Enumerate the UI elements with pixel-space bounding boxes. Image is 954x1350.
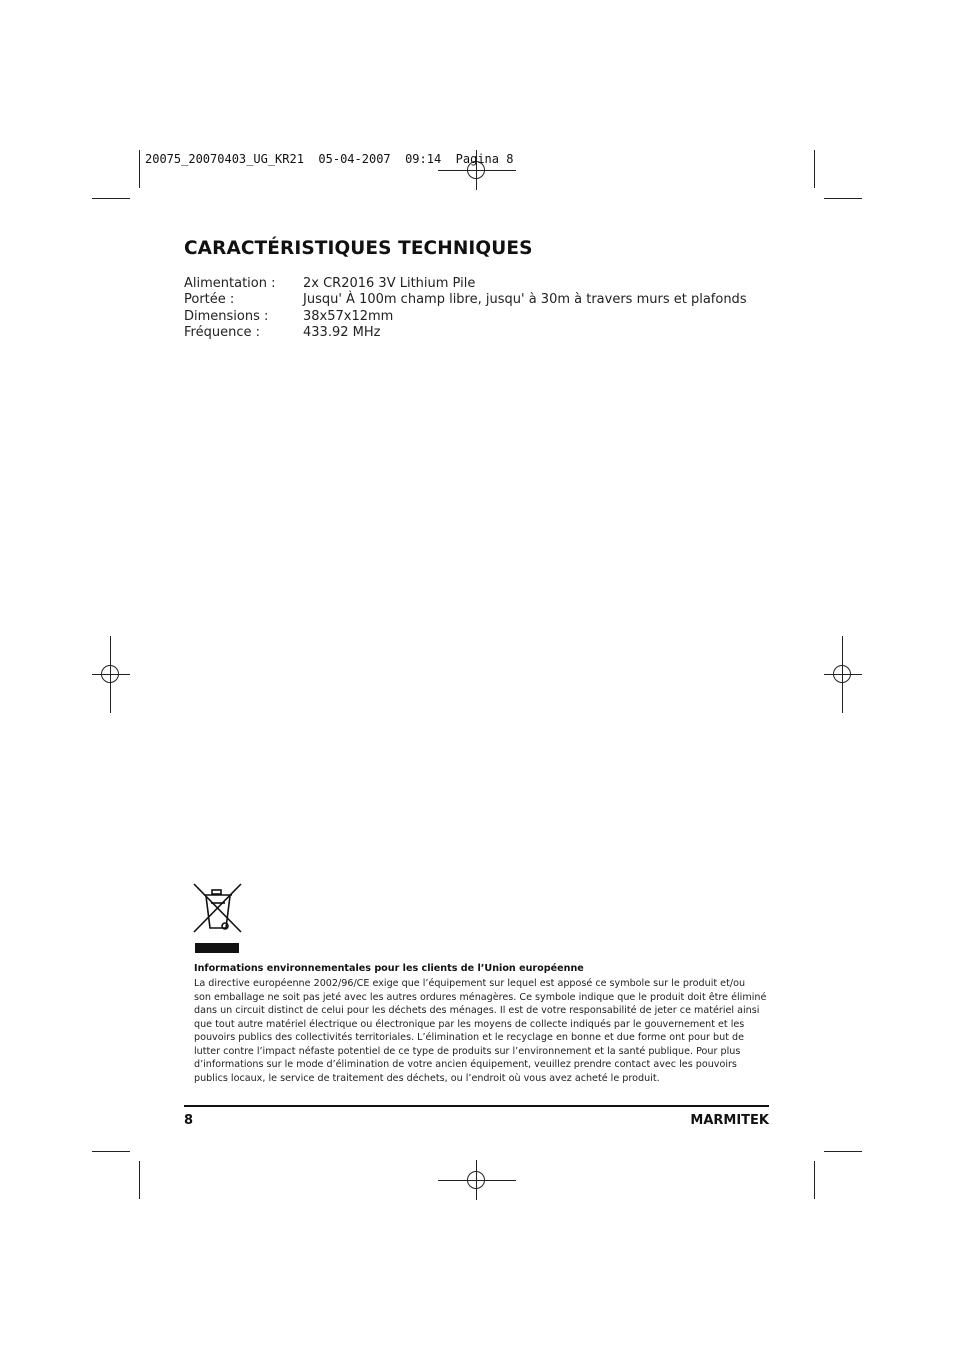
environment-text-line: dans un circuit distinct de celui pour les déchets des ménages. Il est de votre responsabilité de jeter ce matériel ainsi xyxy=(194,1005,760,1016)
environment-text-line: que tout autre matériel électrique ou électronique par les moyens de collecte indiqués par le gouvernement et les xyxy=(194,1018,745,1030)
spec-label: Dimensions : xyxy=(184,308,269,324)
spec-label: Fréquence : xyxy=(184,324,260,340)
environment-text-line: d’informations sur le mode d’élimination de votre ancien équipement, veuillez prendre contact avec les pouvoirs xyxy=(194,1059,737,1070)
spec-value: 2x CR2016 3V Lithium Pile xyxy=(303,276,476,291)
print-slug: 20075_20070403_UG_KR21 05-04-2007 09:14 Pagina 8 xyxy=(145,152,514,166)
environment-text xyxy=(194,977,767,1085)
brand-name: MARMITEK xyxy=(690,1113,769,1128)
spec-label: Portée : xyxy=(184,292,235,308)
spec-value: Jusqu' À 100m champ libre, jusqu' à 30m à travers murs et plafonds xyxy=(303,292,747,308)
page-title: CARACTÉRISTIQUES TECHNIQUES xyxy=(184,238,533,259)
spec-label: Alimentation : xyxy=(184,276,276,291)
spec-value: 38x57x12mm xyxy=(303,308,394,324)
crossed-out-wheelie-bin-icon xyxy=(192,881,244,955)
environment-heading: Informations environnementales pour les clients de l’Union européenne xyxy=(194,963,584,974)
environment-text-line: publics locaux, le service de traitement des déchets, ou l’endroit où vous avez acheté le produit. xyxy=(194,1072,660,1084)
environment-text-line: son emballage ne soit pas jeté avec les autres ordures ménagères. Ce symbole indique que le produit doit être éliminé xyxy=(194,991,767,1003)
environment-text-line: pouvoirs publics des collectivités territoriales. L’élimination et le recyclage en bonne et due forme ont pour but de xyxy=(194,1032,745,1043)
footer-rule xyxy=(184,1105,769,1107)
environment-text-line: La directive européenne 2002/96/CE exige que l’équipement sur lequel est apposé ce symbole sur le produit et/ou xyxy=(194,978,746,989)
environment-text-line: lutter contre l’impact néfaste potentiel de ce type de produits sur l’environnement et la santé publique. Pour plus xyxy=(194,1045,741,1057)
page-number: 8 xyxy=(184,1113,194,1128)
spec-value: 433.92 MHz xyxy=(303,324,381,340)
